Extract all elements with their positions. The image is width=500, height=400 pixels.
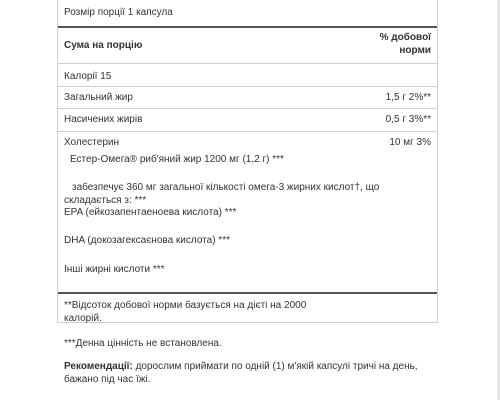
- dha-row: DHA (докозагексаєнова кислота) ***: [64, 235, 230, 246]
- ester-omega-row: Естер-Омега® риб'яний жир 1200 мг (1,2 г) ***: [70, 154, 284, 165]
- footnote-divider: [58, 292, 437, 294]
- cholesterol-value: 10 мг 3%: [389, 137, 431, 148]
- daily-value-footnote-line2: калорій.: [64, 313, 102, 324]
- other-fatty-acids-row: Інші жирні кислоти ***: [64, 264, 165, 275]
- header-divider: [58, 26, 437, 28]
- recommendations-text-1: дорослим приймати по одній (1) м'якій капсулі тричі на день,: [132, 361, 418, 372]
- recommendations-label: Рекомендації:: [64, 361, 133, 372]
- calories-row: Калорії 15: [64, 71, 112, 82]
- daily-value-footnote-line1: **Відсоток добової норми базується на дієті на 2000: [64, 300, 307, 311]
- recommendations-line2: бажано під час їжі.: [64, 374, 151, 385]
- cholesterol-label: Холестерин: [64, 137, 119, 148]
- saturated-fat-label: Насичених жирів: [64, 114, 143, 125]
- amount-per-serving-header: Сума на порцію: [64, 40, 143, 51]
- not-established-note: ***Денна цінність не встановлена.: [64, 338, 222, 349]
- saturated-fat-value: 0,5 г 3%**: [385, 114, 431, 125]
- epa-row: EPA (ейкозапентаеноева кислота) ***: [64, 207, 237, 218]
- row-divider: [58, 86, 437, 87]
- supplement-facts-panel: [57, 0, 438, 323]
- omega3-provides-line1: забезпечує 360 мг загальної кількості омега-3 жирних кислот†, що: [72, 182, 380, 193]
- total-fat-value: 1,5 г 2%**: [385, 92, 431, 103]
- recommendations-line1: [64, 360, 434, 373]
- row-divider: [58, 108, 437, 109]
- row-divider: [58, 63, 437, 64]
- daily-value-header-line2: норми: [399, 45, 431, 56]
- daily-value-header-line1: % добової: [379, 32, 431, 43]
- total-fat-label: Загальний жир: [64, 92, 133, 103]
- omega3-provides-line2: складається з: ***: [64, 195, 147, 206]
- row-divider: [58, 131, 437, 132]
- serving-size: Розмір порції 1 капсула: [64, 7, 173, 18]
